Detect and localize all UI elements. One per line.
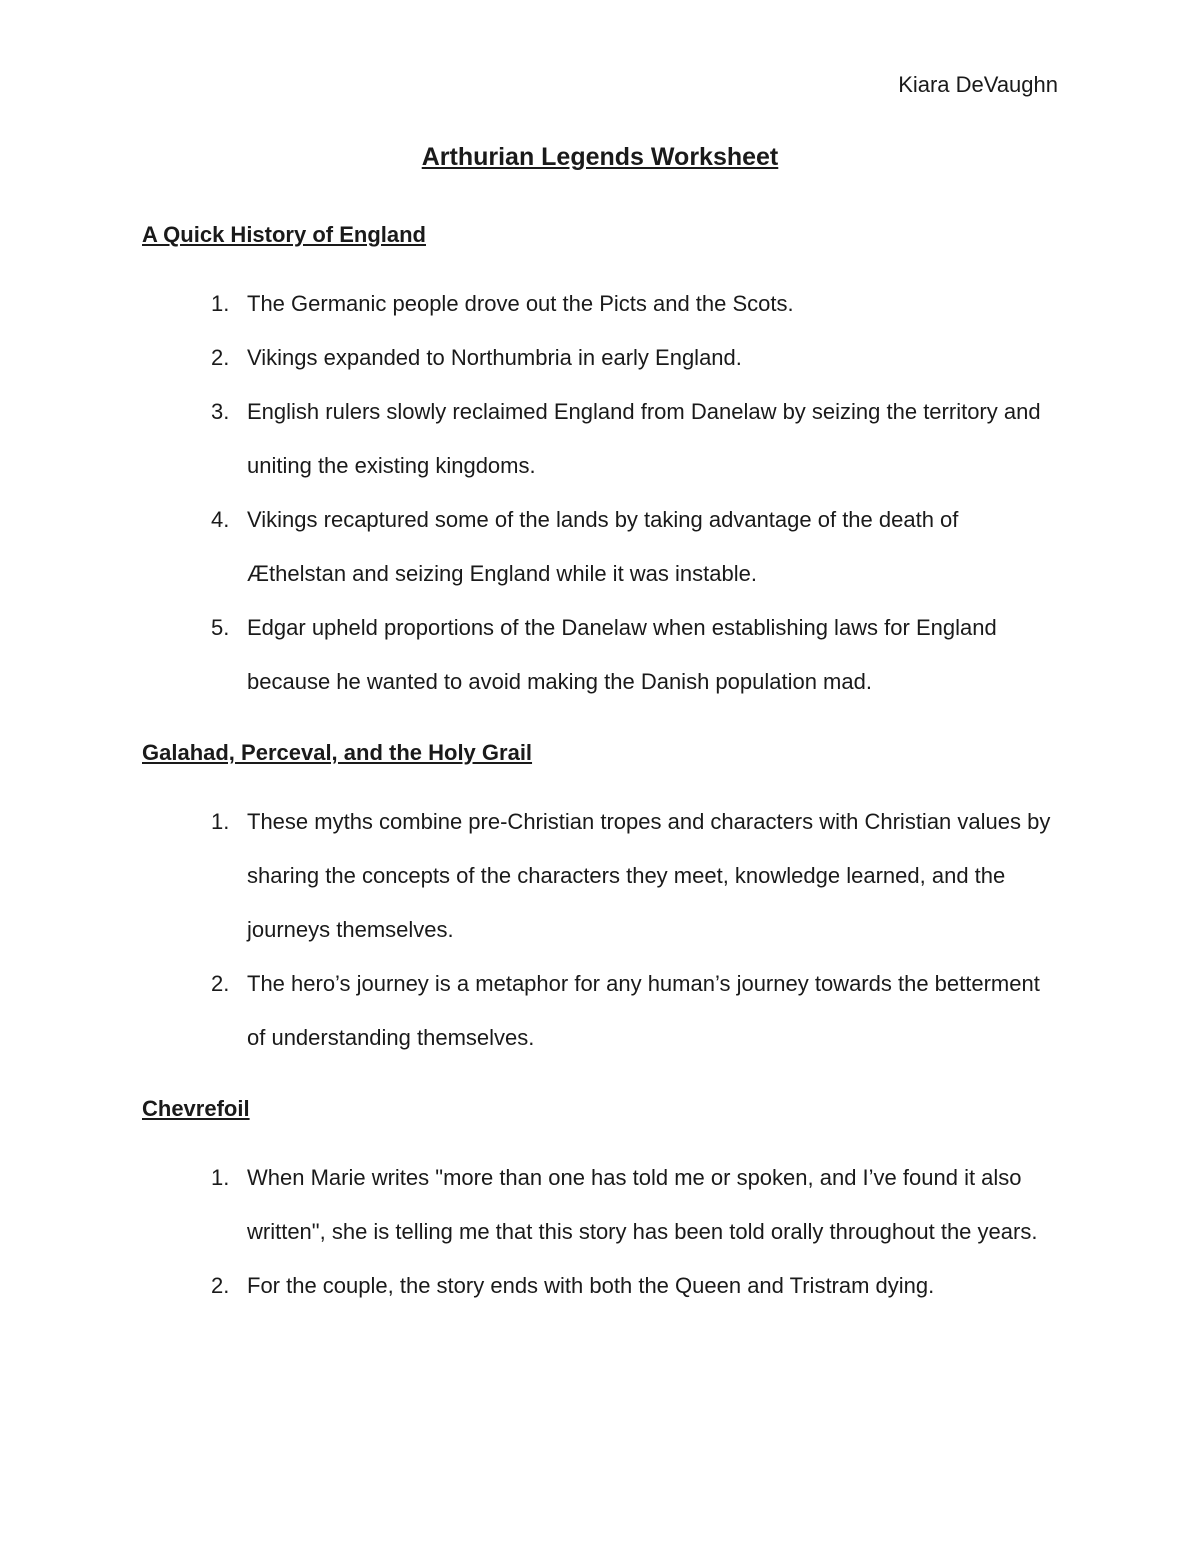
list-item [0,1151,1057,1259]
list-item [0,601,1057,709]
list-item [0,795,1057,957]
list-item [0,957,1057,1065]
document-title: Arthurian Legends Worksheet [421,143,779,171]
list-text: Vikings expanded to Northumbria in early England. [247,345,742,370]
list-text: These myths combine pre-Christian tropes and characters with Christian values by sharing the concepts of the characters they meet, knowledge learned, and the journeys themselves. [247,809,1051,942]
section-heading-chevrefoil: Chevrefoil [142,1096,250,1121]
list-number: 2. [211,971,230,996]
list-text: For the couple, the story ends with both the Queen and Tristram dying. [247,1273,935,1298]
list-item [0,277,1057,331]
list-number: 4. [211,507,230,532]
chevrefoil-list [0,1151,1200,1313]
list-item [0,385,1057,493]
list-item [0,1259,1057,1313]
list-number: 1. [211,291,230,316]
list-text: Vikings recaptured some of the lands by taking advantage of the death of Æthelstan and seizing England while it was instable. [247,507,959,586]
list-number: 1. [211,809,230,834]
list-number: 3. [211,399,230,424]
grail-list [0,795,1200,1065]
list-text: The Germanic people drove out the Picts and the Scots. [247,291,794,316]
list-text: When Marie writes "more than one has told me or spoken, and I’ve found it also written", she is telling me that this story has been told orally throughout the years. [247,1165,1038,1244]
section-heading-grail: Galahad, Perceval, and the Holy Grail [142,740,533,765]
list-text: English rulers slowly reclaimed England from Danelaw by seizing the territory and uniting the existing kingdoms. [247,399,1041,478]
list-number: 5. [211,615,230,640]
list-text: The hero’s journey is a metaphor for any human’s journey towards the betterment of understanding themselves. [247,971,1040,1050]
history-list [0,277,1200,709]
list-text: Edgar upheld proportions of the Danelaw when establishing laws for England because he wanted to avoid making the Danish population mad. [247,615,997,694]
list-number: 2. [211,345,230,370]
section-heading-history: A Quick History of England [142,222,426,247]
list-item [0,493,1057,601]
author-name: Kiara DeVaughn [898,72,1058,97]
list-item [0,331,1057,385]
list-number: 2. [211,1273,230,1298]
list-number: 1. [211,1165,230,1190]
